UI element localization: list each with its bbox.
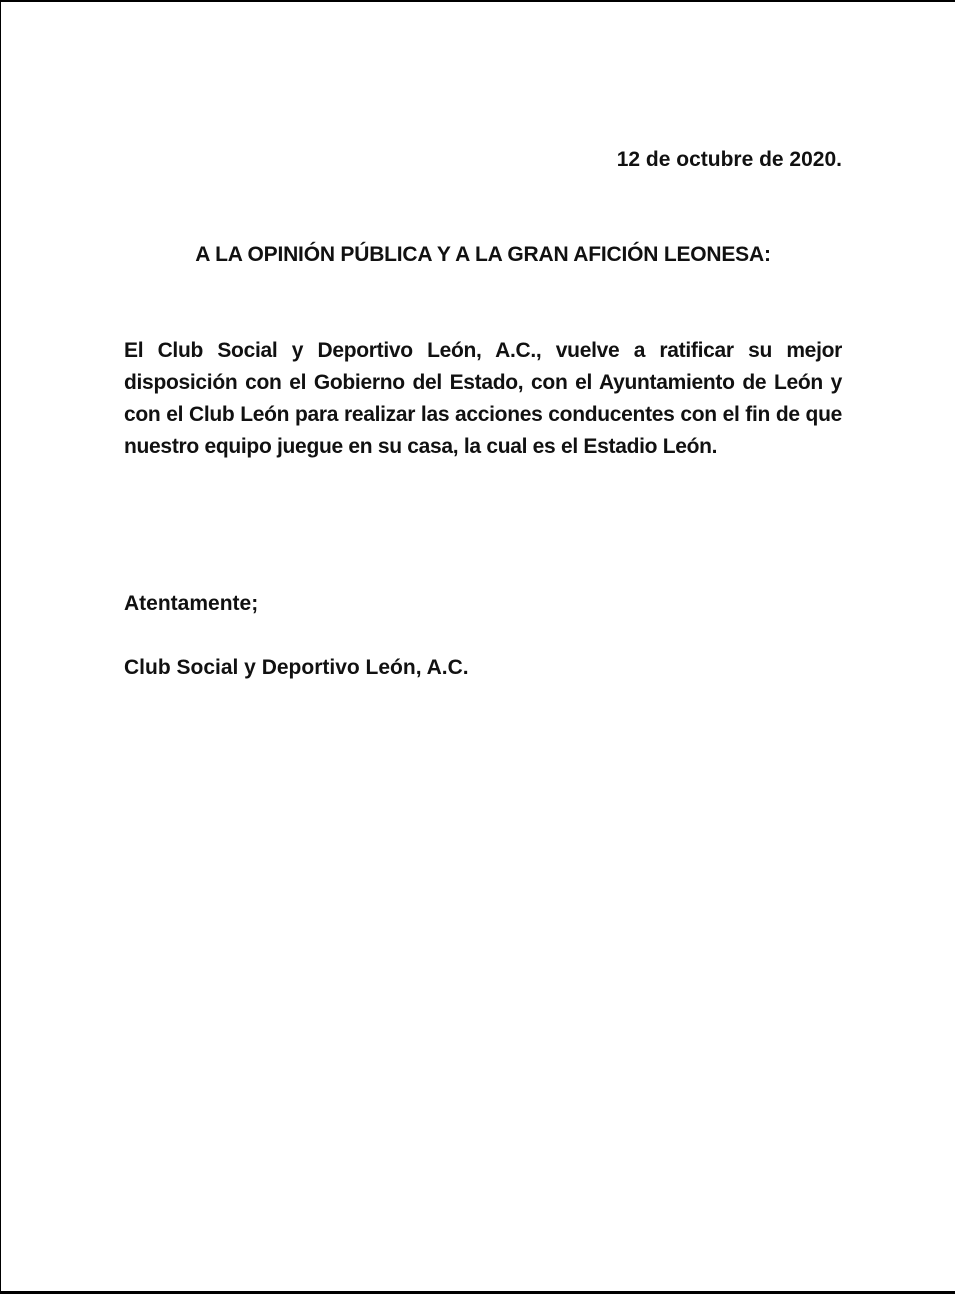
document-body-paragraph: El Club Social y Deportivo León, A.C., vuelve a ratificar su mejor disposición con el Gobierno del Estado, con el Ayuntamiento de León y con el Club León para realizar las acciones conducentes con el fin de que nuestro equipo juegue en su casa, la cual es el Estadio León. [124, 339, 842, 458]
document-closing: Atentamente; [124, 592, 259, 615]
document-date: 12 de octubre de 2020. [616, 148, 842, 171]
document-heading: A LA OPINIÓN PÚBLICA Y A LA GRAN AFICIÓN LEONESA: [195, 243, 771, 266]
document-signature: Club Social y Deportivo León, A.C. [124, 656, 469, 679]
